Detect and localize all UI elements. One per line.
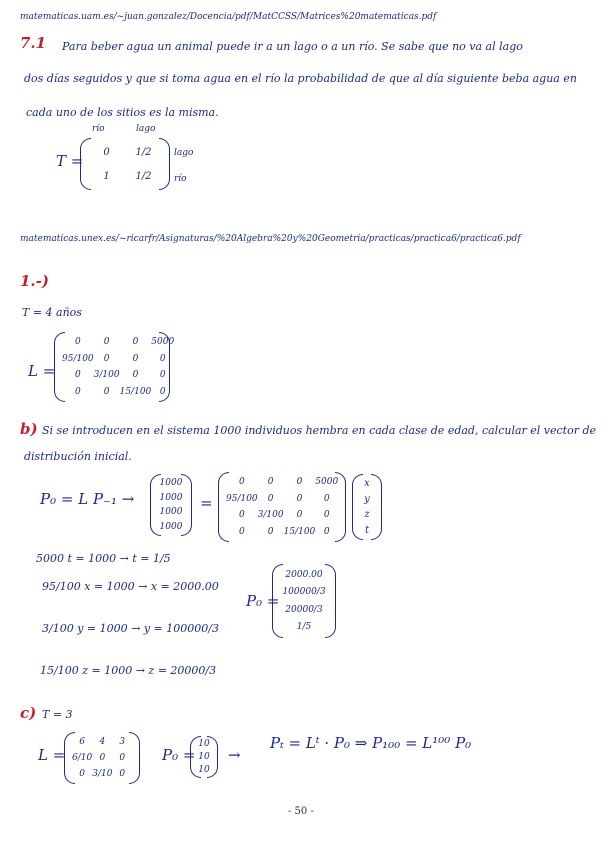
initial-distribution-vector [272, 564, 336, 638]
vector-entry: 1000 [159, 492, 183, 503]
vector-entry: z [364, 509, 370, 521]
matrix-cell: 6/10 [72, 753, 93, 763]
equation-y: 3/100 y = 1000 → y = 100000/3 [42, 622, 219, 635]
equation-z: 15/100 z = 1000 → z = 20000/3 [40, 664, 217, 677]
matrix-cell: 0 [74, 386, 81, 397]
vector-entry: 100000/3 [282, 587, 326, 598]
matrix-cell: 3/100 [93, 370, 120, 381]
matrix-cell: 0 [267, 526, 274, 537]
exercise-label-7-1: 7.1 [20, 34, 47, 52]
part-b-text-line-2: distribución inicial. [24, 450, 132, 463]
exercise-7-1-text-line-1: Para beber agua un animal puede ir a un lago o a un río. Se sabe que no va al lago [62, 40, 523, 53]
matrix-cell: 0 [99, 753, 106, 763]
matrix-cell: 0 [119, 769, 126, 779]
vector-p-minus-1 [150, 474, 192, 536]
matrix-cell: 0 [159, 353, 166, 364]
matrix-cell: 95/100 [226, 493, 258, 504]
matrix-cell: 0 [103, 146, 110, 158]
exercise-7-1-text-line-3: cada uno de los sitios es la misma. [26, 106, 219, 119]
leslie-matrix-label: L = [28, 362, 56, 380]
matrix-cell: 0 [132, 353, 139, 364]
exercise-7-1-text-line-2: dos días seguidos y que si toma agua en el río la probabilidad de que al día siguiente beba agua en [24, 72, 577, 85]
matrix-col-header-2: lago [136, 124, 156, 134]
matrix-row-label-1: lago [174, 148, 194, 158]
matrix-cell: 0 [267, 477, 274, 488]
matrix-cell: 0 [159, 386, 166, 397]
vector-entry: 1000 [159, 478, 183, 489]
matrix-cell: 0 [74, 337, 81, 348]
leslie-matrix [54, 332, 175, 402]
matrix-cell: 0 [103, 353, 110, 364]
vector-entry: 1/5 [296, 622, 312, 633]
leslie-matrix-b [218, 472, 346, 542]
exercise-label-1: 1.-) [20, 272, 49, 290]
vector-entry: 10 [198, 751, 210, 762]
matrix-cell: 0 [296, 510, 303, 521]
matrix-cell: 0 [323, 510, 330, 521]
matrix-cell: 1/2 [135, 170, 152, 182]
matrix-cell: 6 [79, 737, 85, 747]
matrix-cell: 5000 [151, 337, 175, 348]
matrix-cell: 95/100 [62, 353, 94, 364]
matrix-cell: 0 [238, 526, 245, 537]
transition-matrix-label: T = [56, 152, 84, 170]
matrix-cell: 0 [323, 493, 330, 504]
matrix-cell: 0 [296, 493, 303, 504]
equation-x: 95/100 x = 1000 → x = 2000.00 [42, 580, 219, 593]
matrix-col-header-1: río [92, 124, 105, 134]
matrix-cell: 3 [119, 737, 126, 747]
vector-entry: 10 [198, 764, 210, 775]
time-step-line: T = 4 años [22, 306, 82, 319]
matrix-cell: 1 [103, 170, 110, 182]
part-label-c: c) [20, 704, 37, 722]
reference-url-1: matematicas.uam.es/~juan.gonzalez/Docencia/pdf/MatCCSS/Matrices%20matematicas.pdf [20, 12, 437, 22]
leslie-matrix-c [64, 732, 140, 784]
vector-entry: 2000.00 [285, 569, 323, 580]
matrix-cell: 4 [99, 737, 106, 747]
power-formula: Pₜ = Lᵗ · P₀ ⇒ P₁₀₀ = L¹⁰⁰ P₀ [270, 734, 472, 752]
matrix-cell: 0 [132, 370, 139, 381]
matrix-cell: 0 [132, 337, 139, 348]
part-b-text-line-1: Si se introducen en el sistema 1000 individuos hembra en cada clase de edad, calcular el vector de [42, 424, 597, 437]
matrix-cell: 0 [103, 386, 110, 397]
transition-matrix [80, 138, 170, 190]
matrix-cell: 5000 [315, 477, 339, 488]
equals-sign: = [200, 494, 213, 512]
equation-t: 5000 t = 1000 → t = 1/5 [36, 552, 171, 565]
part-c-title: T = 3 [42, 708, 73, 721]
vector-entry: y [364, 493, 370, 505]
matrix-row-label-2: río [174, 174, 187, 184]
matrix-cell: 0 [238, 477, 245, 488]
initial-vector-c [190, 736, 218, 778]
matrix-cell: 0 [238, 510, 245, 521]
matrix-cell: 0 [119, 753, 126, 763]
leslie-matrix-c-label: L = [38, 746, 66, 764]
vector-entry: 10 [198, 739, 210, 750]
vector-entry: x [364, 478, 370, 490]
matrix-cell: 15/100 [283, 526, 316, 537]
matrix-cell: 0 [79, 769, 85, 779]
initial-vector-c-label: P₀ = [162, 746, 196, 764]
part-label-b: b) [20, 420, 38, 438]
matrix-cell: 0 [103, 337, 110, 348]
recurrence-equation: P₀ = L P₋₁ → [40, 490, 135, 508]
vector-entry: 1000 [159, 521, 183, 532]
matrix-cell: 1/2 [135, 146, 152, 158]
page-number: - 50 - [288, 806, 314, 817]
matrix-cell: 0 [296, 477, 303, 488]
matrix-cell: 3/10 [92, 769, 113, 779]
matrix-cell: 0 [267, 493, 274, 504]
matrix-cell: 3/100 [257, 510, 284, 521]
reference-url-2: matematicas.unex.es/~ricarfr/Asignaturas/%20Algebra%20y%20Geometria/practicas/practica6/practica6.pdf [20, 234, 521, 244]
matrix-cell: 0 [159, 370, 166, 381]
matrix-cell: 0 [323, 526, 330, 537]
vector-entry: t [364, 524, 370, 536]
vector-entry: 20000/3 [285, 604, 323, 615]
implies-arrow: → [228, 746, 241, 764]
vector-entry: 1000 [159, 507, 183, 518]
matrix-cell: 0 [74, 370, 81, 381]
vector-unknowns [352, 474, 382, 540]
initial-vector-label: P₀ = [246, 592, 280, 610]
matrix-cell: 15/100 [119, 386, 152, 397]
